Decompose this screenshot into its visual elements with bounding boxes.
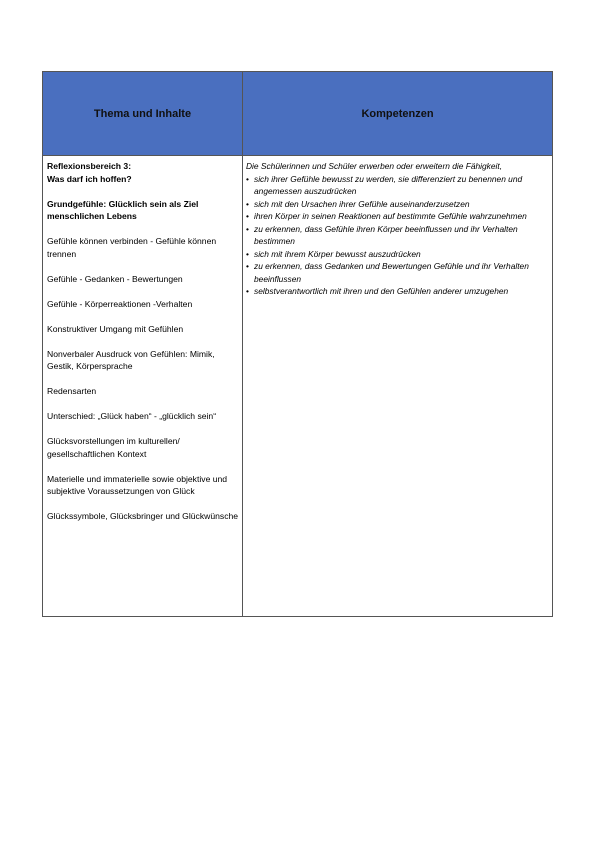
competency-item: [246, 260, 546, 285]
competency-text: sich mit den Ursachen ihrer Gefühle auseinanderzusetzen: [254, 198, 470, 209]
topics-column: [47, 160, 239, 535]
competency-text: sich mit ihrem Körper bewusst auszudrücken: [254, 248, 421, 259]
topic-item: Nonverbaler Ausdruck von Gefühlen: Mimik, Gestik, Körpersprache: [47, 348, 215, 371]
topic-item: Gefühle - Körperreaktionen -Verhalten: [47, 298, 193, 309]
bullet-icon: •: [246, 261, 249, 271]
bullet-icon: •: [246, 286, 249, 296]
bullet-icon: •: [246, 223, 249, 234]
bullet-icon: •: [246, 211, 249, 221]
header-competencies: Kompetenzen: [361, 107, 434, 120]
topic-item: Unterschied: „Glück haben“ - „glücklich sein“: [47, 411, 217, 421]
section-subtitle: Grundgefühle: Glücklich sein als Ziel menschlichen Lebens: [47, 198, 199, 221]
header-topics: Thema und Inhalte: [93, 107, 192, 120]
competencies-column: [246, 160, 546, 298]
section-title: [47, 160, 239, 185]
section-title-line2: Was darf ich hoffen?: [47, 173, 132, 184]
topic-item: Gefühle können verbinden - Gefühle können trennen: [47, 236, 217, 259]
column-divider: [242, 72, 243, 616]
competency-text: ihren Körper in seinen Reaktionen auf bestimmte Gefühle wahrzunehmen: [254, 211, 527, 221]
topic-item: Redensarten: [47, 386, 97, 396]
competency-text: selbstverantwortlich mit ihren und den Gefühlen anderer umzugehen: [254, 286, 509, 296]
competency-item: [246, 248, 546, 261]
topic-item: Glückssymbole, Glücksbringer und Glückwünsche: [47, 511, 239, 521]
competency-text: zu erkennen, dass Gedanken und Bewertungen Gefühle und ihr Verhalten beeinflussen: [254, 261, 529, 284]
topic-item: Materielle und immaterielle sowie objektive und subjektive Voraussetzungen von Glück: [47, 473, 228, 496]
section-title-line1: Reflexionsbereich 3:: [47, 161, 132, 171]
bullet-icon: •: [246, 198, 249, 209]
bullet-icon: •: [246, 248, 249, 259]
topic-item: Glücksvorstellungen im kulturellen/ gesellschaftlichen Kontext: [47, 436, 180, 459]
competency-item: [246, 173, 546, 198]
topic-item: Gefühle - Gedanken - Bewertungen: [47, 273, 183, 284]
competency-list: [246, 173, 546, 298]
competency-text: zu erkennen, dass Gefühle ihren Körper beeinflussen und ihr Verhalten bestimmen: [254, 223, 518, 246]
competencies-intro: Die Schülerinnen und Schüler erwerben oder erweitern die Fähigkeit,: [246, 161, 503, 171]
competency-text: sich ihrer Gefühle bewusst zu werden, sie differenziert zu benennen und angemessen auszudrücken: [254, 173, 523, 196]
competency-item: [246, 285, 546, 298]
competency-item: [246, 210, 546, 223]
competency-item: [246, 223, 546, 248]
bullet-icon: •: [246, 173, 249, 184]
table-header: [43, 72, 552, 156]
competency-item: [246, 198, 546, 211]
topic-item: Konstruktiver Umgang mit Gefühlen: [47, 323, 184, 334]
curriculum-table: [42, 71, 553, 617]
